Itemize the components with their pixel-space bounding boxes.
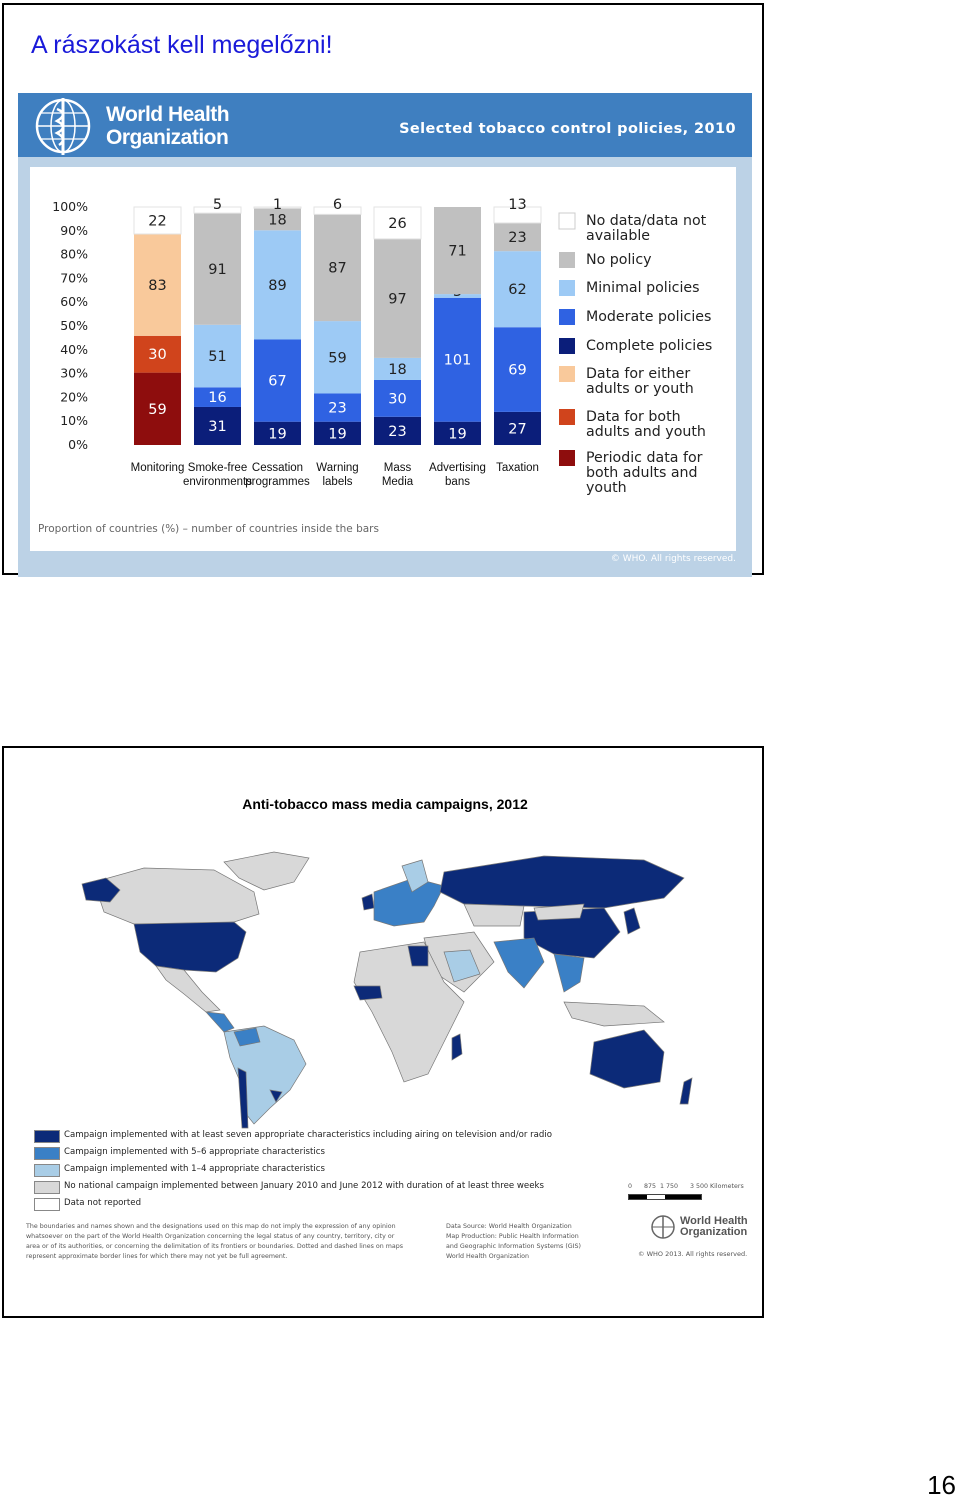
legend-label: Data for either adults or youth	[586, 366, 694, 397]
small-logo-line2: Organization	[680, 1226, 748, 1238]
x-category-label: Mass	[383, 462, 412, 474]
legend-swatch-moderate	[559, 309, 575, 325]
bar-value-label: 89	[268, 277, 287, 294]
map-legend-label: Campaign implemented with 5–6 appropriate characteristics	[64, 1147, 325, 1157]
bar-value-label: 97	[388, 291, 407, 308]
map-legend-label: No national campaign implemented between January 2010 and June 2012 with duration of at least three weeks	[64, 1181, 544, 1191]
slide-mass-media-map	[2, 746, 764, 1318]
y-tick-label: 70%	[60, 270, 88, 286]
legend-swatch-periodic	[559, 450, 575, 466]
who-copyright: © WHO. All rights reserved.	[610, 554, 736, 564]
map-japan	[624, 908, 640, 934]
bar-value-label: 23	[388, 423, 407, 440]
map-southeast-asia	[554, 954, 584, 992]
world-map	[24, 842, 724, 1132]
scale-label: 875	[644, 1183, 657, 1190]
bar-value-label: 67	[268, 373, 287, 390]
bar-value-label: 101	[443, 352, 472, 369]
x-category-label: Smoke-free	[187, 462, 248, 474]
figure-subtitle: Selected tobacco control policies, 2010	[399, 121, 736, 137]
bar-value-label: 18	[268, 212, 287, 229]
bar-value-label: 62	[508, 282, 527, 299]
map-scale-bar	[628, 1183, 744, 1200]
map-mexico	[156, 966, 220, 1012]
map-source-line: and Geographic Information Systems (GIS)	[446, 1243, 581, 1250]
map-uk	[362, 894, 374, 910]
map-europe	[374, 878, 444, 926]
map-disclaimer: The boundaries and names shown and the designations used on this map do not imply the expression of any opinion whatsoever on the part of the World Health Organization concerning the legal status of any country, territory, city or area or of its authorities, or concerning the delimitation of its frontiers or boundaries. Dotted and dashed lines on maps represent approximate border lines for which there may not yet be full agreement.	[26, 1223, 404, 1260]
map-india	[494, 938, 544, 988]
map-legend-label: Campaign implemented with at least seven appropriate characteristics including airing on television and/or radio	[64, 1130, 553, 1140]
map-source-line: World Health Organization	[446, 1253, 529, 1260]
map-kazakhstan	[464, 904, 524, 926]
y-tick-label: 60%	[60, 294, 88, 310]
map-indonesia	[564, 1002, 664, 1026]
bar-value-label: 13	[508, 197, 527, 213]
map-source-line: Data Source: World Health Organization	[446, 1223, 572, 1230]
slide-title: A rászokást kell megelőzni!	[31, 31, 333, 59]
bar-value-label: 1	[272, 197, 283, 213]
x-category-label: environments	[182, 476, 253, 488]
legend-label: Data for both adults and youth	[586, 409, 706, 440]
legend-label: No policy	[586, 252, 652, 268]
legend-label: No data/data not available	[586, 213, 707, 244]
bar-value-label: 23	[328, 400, 347, 417]
map-source-line: Map Production: Public Health Information	[446, 1233, 579, 1240]
map-copyright: © WHO 2013. All rights reserved.	[638, 1250, 748, 1258]
x-category-label: Media	[381, 476, 414, 488]
bar-value-label: 83	[148, 277, 167, 294]
slide-tobacco-policies	[2, 3, 764, 575]
bar-value-label: 26	[388, 215, 407, 232]
legend-swatch-either	[559, 366, 575, 382]
bar-value-label: 91	[208, 261, 227, 278]
map-madagascar	[452, 1034, 462, 1060]
map-legend-label: Campaign implemented with 1–4 appropriate characteristics	[64, 1164, 325, 1174]
map-south-america	[224, 1026, 306, 1124]
bar-value-label: 30	[388, 391, 407, 408]
map-continents	[82, 852, 692, 1128]
bar-value-label: 6	[332, 197, 343, 213]
small-logo-line1: World Health	[680, 1215, 748, 1227]
x-category-label: Taxation	[496, 462, 539, 474]
bar-value-label: 19	[328, 426, 347, 443]
map-australia	[590, 1030, 664, 1088]
y-tick-label: 90%	[60, 222, 88, 238]
bar-value-label: 59	[328, 350, 347, 367]
map-legend-label: Data not reported	[64, 1198, 142, 1208]
scale-label: 1 750	[660, 1183, 679, 1190]
legend-swatch-no_data	[559, 213, 575, 229]
legend-label: Minimal policies	[586, 280, 700, 296]
x-category-label: Monitoring	[130, 462, 185, 474]
legend-label: Periodic data for both adults and youth	[586, 450, 703, 496]
bar-value-label: 5	[212, 197, 223, 213]
bar-value-label: 22	[148, 213, 167, 230]
map-west-africa	[354, 986, 382, 1000]
map-new-zealand	[680, 1078, 692, 1104]
y-tick-label: 20%	[60, 389, 88, 405]
x-category-label: bans	[445, 476, 470, 488]
map-usa	[134, 922, 246, 972]
map-legend-swatch	[34, 1147, 60, 1160]
legend-swatch-complete	[559, 338, 575, 354]
who-name-line1: World Health	[106, 103, 230, 126]
bar-value-label: 71	[448, 243, 467, 260]
y-tick-label: 0%	[68, 437, 88, 452]
small-who-logo	[680, 1216, 748, 1238]
x-category-label: Advertising	[429, 462, 486, 474]
x-category-label: Warning	[316, 462, 359, 474]
bar-value-label: 18	[388, 361, 407, 378]
bar-value-label: 19	[268, 426, 287, 443]
bar-value-label: 16	[208, 390, 227, 407]
legend-label: Complete policies	[586, 338, 713, 354]
bar-value-label: 87	[328, 260, 347, 277]
y-tick-label: 40%	[60, 341, 88, 357]
who-header-bar	[18, 93, 752, 157]
who-name-line2: Organization	[106, 126, 229, 149]
map-canada	[94, 868, 259, 926]
map-source	[446, 1222, 586, 1262]
y-tick-label: 80%	[60, 246, 88, 262]
map-legend-swatch	[34, 1164, 60, 1177]
who-emblem-icon	[28, 95, 98, 157]
bar-value-label: 69	[508, 362, 527, 379]
bar-value-label: 31	[208, 418, 227, 435]
map-legend-swatch	[34, 1198, 60, 1211]
x-category-label: labels	[322, 476, 353, 488]
chart-caption: Proportion of countries (%) – number of countries inside the bars	[38, 523, 379, 535]
scale-label: 3 500 Kilometers	[690, 1183, 744, 1190]
page-number: 16	[927, 1470, 956, 1500]
x-category-label: Cessation	[251, 462, 304, 474]
bar-value-label: 30	[148, 347, 167, 364]
x-category-label: programmes	[245, 476, 310, 488]
map-russia	[440, 856, 684, 908]
bar-value-label: 51	[208, 349, 227, 366]
policy-chart	[30, 167, 736, 551]
y-tick-label: 50%	[60, 318, 88, 333]
bar-value-label: 19	[448, 426, 467, 443]
legend-swatch-both	[559, 409, 575, 425]
small-who-emblem-icon	[650, 1214, 676, 1240]
scale-label: 0	[628, 1183, 633, 1190]
legend-label: Moderate policies	[586, 309, 712, 325]
map-title: Anti-tobacco mass media campaigns, 2012	[242, 796, 528, 812]
map-legend-swatch	[34, 1181, 60, 1194]
y-tick-label: 30%	[60, 365, 88, 381]
scale-bar-graphic	[628, 1194, 702, 1200]
legend-swatch-minimal	[559, 280, 575, 296]
bar-value-label: 59	[148, 401, 167, 418]
y-tick-label: 10%	[60, 413, 88, 429]
bar-value-label: 27	[508, 421, 527, 438]
chart-panel	[30, 167, 736, 551]
map-central-america	[206, 1012, 234, 1032]
bar-value-label: 23	[508, 230, 527, 247]
who-policy-figure	[18, 93, 752, 577]
map-chile	[238, 1068, 248, 1128]
map-legend-swatch	[34, 1130, 60, 1143]
legend-swatch-no_policy	[559, 252, 575, 268]
y-tick-label: 100%	[52, 199, 88, 214]
